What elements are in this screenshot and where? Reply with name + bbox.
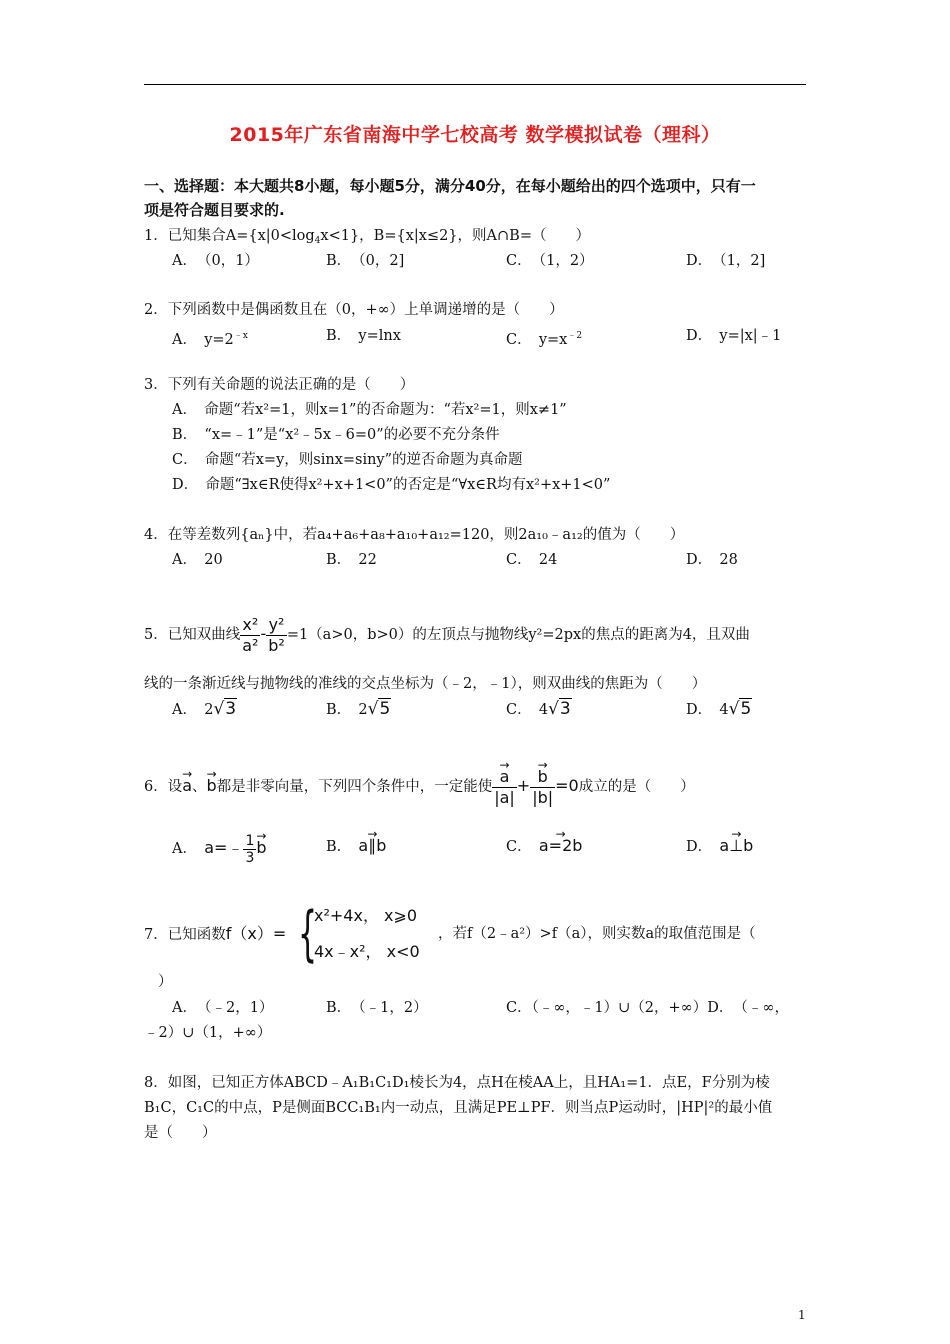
q6-fraction-a: → $\frac{a}{|a|}$ — [492, 767, 517, 808]
q7-option-b: B． （﹣1，2） — [326, 1000, 428, 1016]
q4-option-a: A． 20 — [172, 552, 223, 568]
q1-option-c: C． （1，2） — [506, 253, 594, 269]
q4-option-b: B． 22 — [326, 552, 377, 568]
question-7-post: ，若f（2﹣a²）>f（a），则实数a的取值范围是（ — [438, 926, 756, 942]
q7-brace: { — [298, 899, 318, 969]
q6-fraction-b: → $\frac{b}{|b|}$ — [530, 767, 555, 808]
q2-option-b: B． y=lnx — [326, 328, 401, 344]
section-heading-line2: 项是符合题目要求的. — [144, 201, 285, 219]
q7-option-c-d: C．（﹣∞，﹣1）∪（2，+∞）D． （﹣∞， — [506, 1000, 789, 1016]
q6-option-a: A． a=﹣ $\frac{1}{3}$ → b — [172, 826, 267, 871]
q5-option-a: A． 2√3 — [172, 699, 237, 719]
q2-option-d: D． y=|x|﹣1 — [686, 328, 782, 344]
page-title: 2015年广东省南海中学七校高考 数学模拟试卷（理科） — [229, 124, 721, 146]
q4-option-d: D． 28 — [686, 552, 738, 568]
question-7-close: ） — [158, 974, 173, 990]
q6-option-d: D． → a⊥b — [686, 836, 753, 857]
q7-option-d-cont: ﹣2）∪（1，+∞） — [144, 1025, 272, 1041]
page-number: 1 — [798, 1308, 806, 1322]
q5-fraction-x: $\frac{\text{x²}}{\text{a²}}$ — [242, 614, 259, 655]
q3-option-b: B． “x=﹣1”是“x²﹣5x﹣6=0”的必要不充分条件 — [172, 427, 500, 443]
q3-option-c: C． 命题“若x=y，则sinx=siny”的逆否命题为真命题 — [172, 452, 523, 468]
q5-option-d: D． 4√5 — [686, 699, 752, 719]
question-6-stem: 6．设→ a、→ b都是非零向量，下列四个条件中，一定能使 → $\frac{a}{|a|}$ + → $\frac{b}{|b|}$ =0成立的是（ ） — [144, 758, 695, 815]
question-8-line3: 是（ ） — [144, 1125, 217, 1141]
q7-option-a: A． （﹣2，1） — [172, 1000, 274, 1016]
question-1-stem: 1．已知集合$A=\{x|0<\log_4x<1\}$，B={x|x≤2}，则A∩B=（ ） — [144, 228, 590, 246]
question-8-line1: 8．如图，已知正方体ABCD﹣A₁B₁C₁D₁棱长为4，点H在棱AA上，且HA₁=1．点E，F分别为棱 — [144, 1075, 770, 1091]
q7-case-2: 4x﹣x²， x<0 — [314, 942, 420, 961]
question-5-line2: 线的一条渐近线与抛物线的准线的交点坐标为（﹣2，﹣1），则双曲线的焦距为（ ） — [144, 676, 707, 692]
q2-option-c: C． $y=x^{﹣2}$ — [506, 331, 583, 348]
question-4-stem: 4．在等差数列{aₙ}中，若a₄+a₆+a₈+a₁₀+a₁₂=120，则2a₁₀﹣a₁₂的值为（ ） — [144, 527, 685, 543]
question-8-line2: B₁C，C₁C的中点，P是侧面BCC₁B₁内一动点，且满足PE⊥PF．则当点P运动时，|HP|²的最小值 — [144, 1100, 773, 1116]
section-heading-line1: 一、选择题：本大题共8小题，每小题5分，满分40分，在每小题给出的四个选项中，只有一 — [144, 177, 756, 195]
q1-option-d: D． （1，2] — [686, 253, 766, 269]
q5-fraction-y: $\frac{\text{y²}}{\text{b²}}$ — [268, 614, 285, 655]
header-rule — [144, 84, 806, 85]
q5-option-c: C． 4√3 — [506, 699, 571, 719]
q6-option-b: B． → a∥b — [326, 836, 386, 857]
q1-option-b: B． （0，2] — [326, 253, 405, 269]
question-3-stem: 3．下列有关命题的说法正确的是（ ） — [144, 377, 415, 393]
q3-option-a: A． 命题“若x²=1，则x=1”的否命题为：“若x²=1，则x≠1” — [172, 402, 567, 418]
q1-option-a: A． （0，1） — [172, 253, 259, 269]
q7-case-1: x²+4x， x⩾0 — [314, 906, 418, 925]
q2-option-a: A． $y=2^{﹣x}$ — [172, 331, 248, 348]
q6-option-c: C． → a=2b — [506, 836, 582, 857]
q5-option-b: B． 2√5 — [326, 699, 391, 719]
question-2-stem: 2．下列函数中是偶函数且在（0，+∞）上单调递增的是（ ） — [144, 302, 564, 318]
question-5-stem: 5．已知双曲线 $\frac{\text{x²}}{\text{a²}}$ - $\frac{\text{y²}}{\text{b²}}$ =1（a>0，b>0）的左顶点与抛物线y²=2px的焦点的距离为4，且双曲 — [144, 614, 750, 655]
q3-option-d: D． 命题“∃x∈R使得x²+x+1<0”的否定是“∀x∈R均有x²+x+1<0” — [172, 477, 611, 493]
q4-option-c: C． 24 — [506, 552, 558, 568]
question-7-pre: 7．已知函数f（x）= — [144, 924, 287, 943]
